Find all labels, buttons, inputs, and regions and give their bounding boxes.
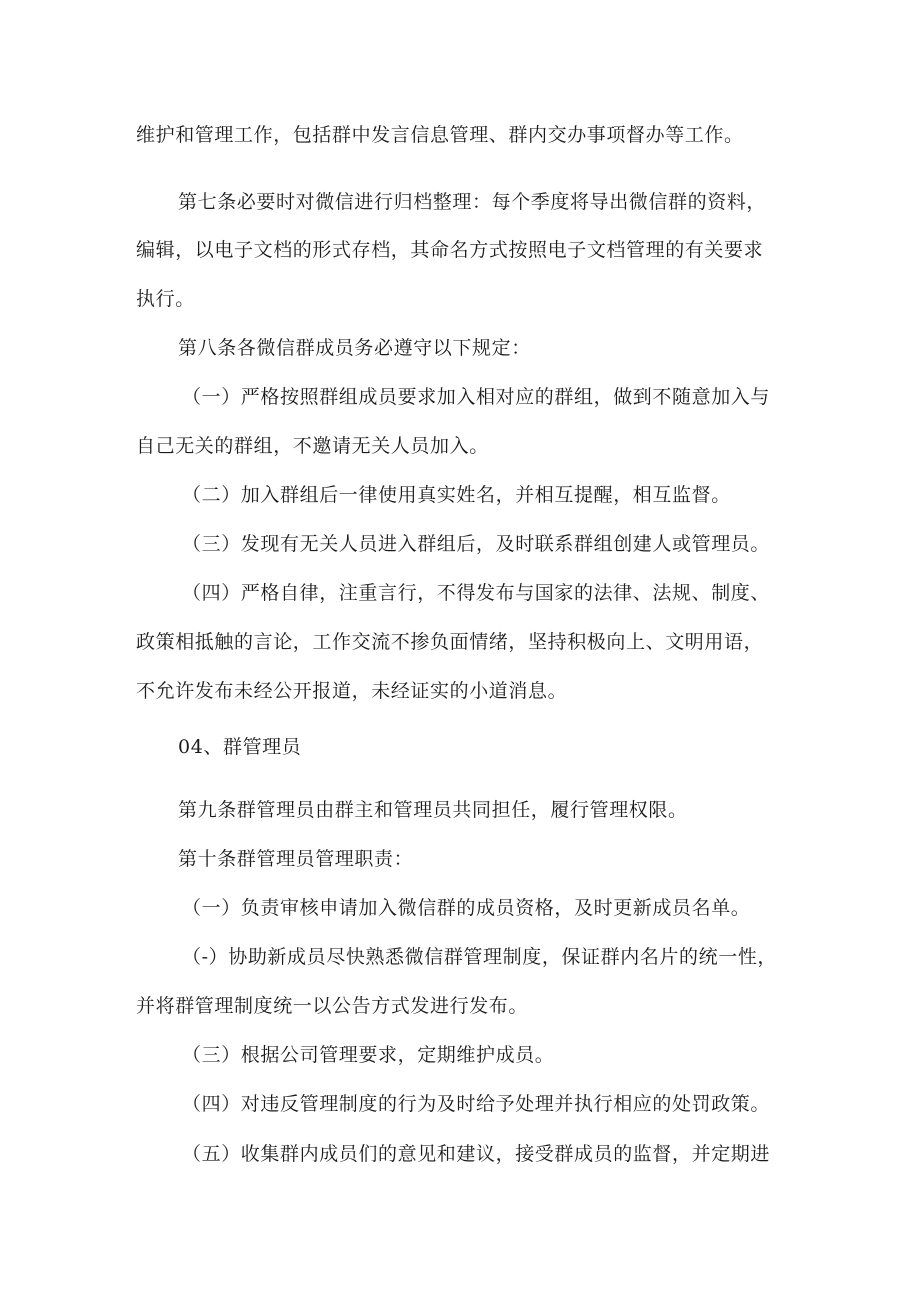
- text-line: 第十条群管理员管理职责：: [178, 848, 414, 870]
- text-line: （五）收集群内成员们的意见和建议，接受群成员的监督，并定期进: [182, 1143, 771, 1165]
- text-line: （三）发现有无关人员进入群组后，及时联系群组创建人或管理员。: [182, 533, 771, 555]
- text-line: （二）加入群组后一律使用真实姓名，并相互提醒，相互监督。: [182, 484, 731, 506]
- text-line: 政策相抵触的言论，工作交流不掺负面情绪，坚持积极向上、文明用语，: [136, 631, 764, 653]
- text-line: 第七条必要时对微信进行归档整理：每个季度将导出微信群的资料，: [178, 191, 767, 213]
- text-line: 执行。: [136, 288, 195, 310]
- text-line: 自己无关的群组，不邀请无关人员加入。: [136, 435, 489, 457]
- text-line: 编辑，以电子文档的形式存档，其命名方式按照电子文档管理的有关要求: [136, 239, 764, 261]
- text-line: （-）协助新成员尽快熟悉微信群管理制度，保证群内名片的统一性，: [182, 946, 778, 968]
- text-line: （一）负责审核申请加入微信群的成员资格，及时更新成员名单。: [182, 897, 751, 919]
- text-line: （一）严格按照群组成员要求加入相对应的群组，做到不随意加入与: [182, 386, 771, 408]
- text-line: 并将群管理制度统一以公告方式发进行发布。: [136, 995, 529, 1017]
- section-title: 04、群管理员: [178, 736, 302, 758]
- text-line: （三）根据公司管理要求，定期维护成员。: [182, 1044, 555, 1066]
- text-line: （四）对违反管理制度的行为及时给予处理并执行相应的处罚政策。: [182, 1093, 771, 1115]
- text-line: 维护和管理工作，包括群中发言信息管理、群内交办事项督办等工作。: [136, 124, 744, 146]
- text-line: 不允许发布未经公开报道，未经证实的小道消息。: [136, 680, 568, 702]
- text-line: 第八条各微信群成员务必遵守以下规定：: [178, 337, 531, 359]
- text-line: 第九条群管理员由群主和管理员共同担任，履行管理权限。: [178, 799, 688, 821]
- text-line: （四）严格自律，注重言行，不得发布与国家的法律、法规、制度、: [182, 582, 771, 604]
